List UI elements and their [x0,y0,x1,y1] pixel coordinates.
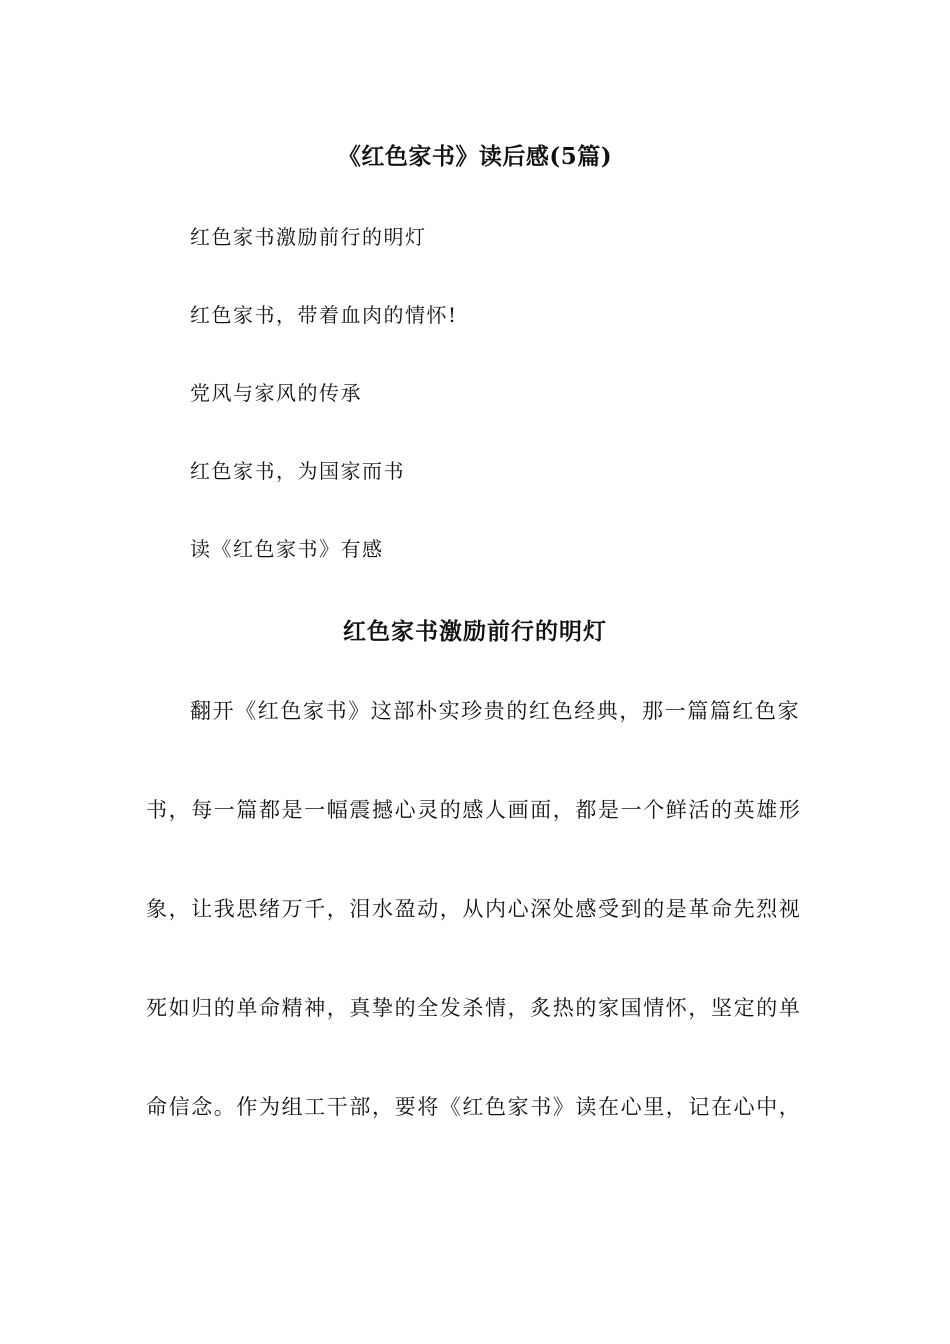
body-line: 书，每一篇都是一幅震撼心灵的感人画面，都是一个鲜活的英雄形 [146,798,802,822]
section-title: 红色家书激励前行的明灯 [343,618,607,645]
toc-item: 红色家书，带着血肉的情怀! [190,303,458,327]
body-line: 象，让我思绪万千，泪水盈动，从内心深处感受到的是革命先烈视 [146,897,802,921]
document-title: 《红色家书》读后感(5篇) [337,143,613,170]
body-line: 死如归的单命精神，真挚的全发杀情，炙热的家国情怀，坚定的单 [146,996,802,1020]
body-line: 翻开《红色家书》这部朴实珍贵的红色经典，那一篇篇红色家 [190,699,801,723]
toc-item: 红色家书激励前行的明灯 [190,225,427,249]
toc-item: 党风与家风的传承 [190,381,362,405]
toc-item: 红色家书，为国家而书 [190,459,405,483]
table-of-contents [190,222,458,612]
section-body [146,696,802,1191]
toc-item: 读《红色家书》有感 [190,537,384,561]
body-line: 命信念。作为组工干部，要将《红色家书》读在心里，记在心中， [146,1095,802,1119]
